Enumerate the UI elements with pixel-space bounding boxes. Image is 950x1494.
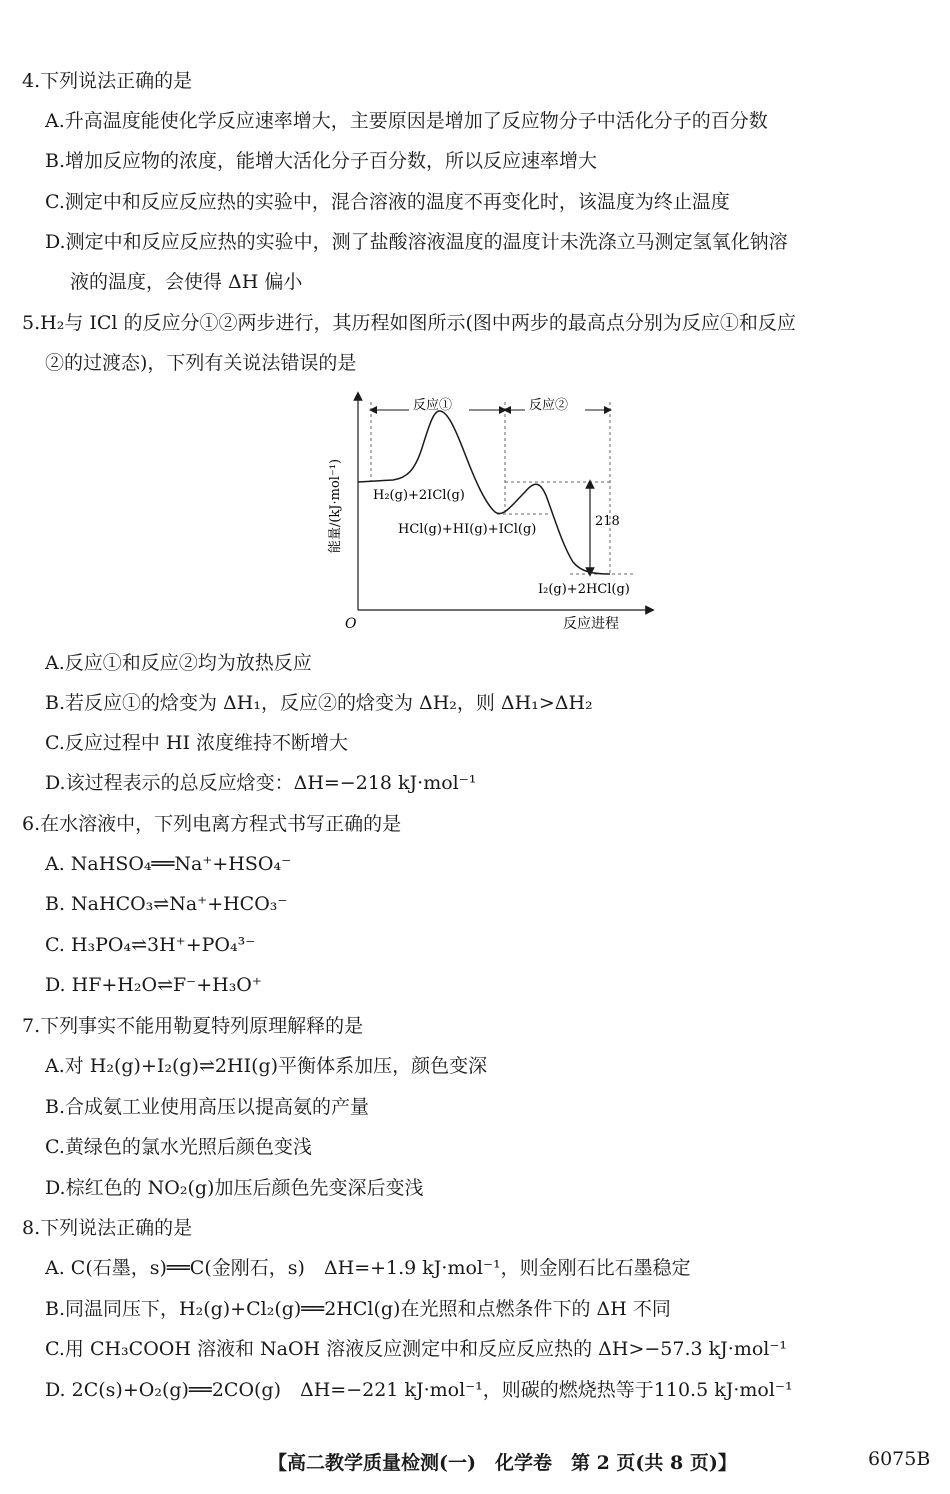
q5-option-a: A.反应①和反应②均为放热反应 <box>45 652 312 674</box>
species-mid: HCl(g)+HI(g)+ICl(g) <box>398 522 537 537</box>
species-start: H₂(g)+2ICl(g) <box>373 488 465 503</box>
q5-option-d: D.该过程表示的总反应焓变：ΔH=−218 kJ·mol⁻¹ <box>45 772 477 794</box>
page-footer <box>0 1448 950 1476</box>
q7-option-c: C.黄绿色的氯水光照后颜色变浅 <box>45 1136 312 1158</box>
footer-code: 6075B <box>868 1448 931 1470</box>
q6-option-a: A. NaHSO₄══Na⁺+HSO₄⁻ <box>45 853 292 875</box>
q8-option-b: B.同温同压下，H₂(g)+Cl₂(g)══2HCl(g)在光照和点燃条件下的 ΔH 不同 <box>45 1298 671 1320</box>
q8-option-c: C.用 CH₃COOH 溶液和 NaOH 溶液反应测定中和反应反应热的 ΔH>−57.3 kJ·mol⁻¹ <box>45 1338 788 1360</box>
q7-stem: 7.下列事实不能用勒夏特列原理解释的是 <box>22 1015 364 1037</box>
q8-stem: 8.下列说法正确的是 <box>22 1217 193 1239</box>
q8-option-d: D. 2C(s)+O₂(g)══2CO(g) ΔH=−221 kJ·mol⁻¹，则碳的燃烧热等于110.5 kJ·mol⁻¹ <box>45 1379 793 1401</box>
step1-label: 反应① <box>413 398 453 413</box>
origin-label: O <box>345 616 357 632</box>
energy-diagram <box>325 388 655 638</box>
q5-option-b: B.若反应①的焓变为 ΔH₁，反应②的焓变为 ΔH₂，则 ΔH₁>ΔH₂ <box>45 692 593 714</box>
species-end: I₂(g)+2HCl(g) <box>538 582 630 597</box>
q5-stem-cont: ②的过渡态)，下列有关说法错误的是 <box>45 352 357 374</box>
q4-option-a: A.升高温度能使化学反应速率增大，主要原因是增加了反应物分子中活化分子的百分数 <box>45 110 768 132</box>
delta-label: 218 <box>595 514 620 529</box>
step2-label: 反应② <box>529 398 569 413</box>
q4-option-d-cont: 液的温度，会使得 ΔH 偏小 <box>70 271 303 293</box>
q8-option-a: A. C(石墨，s)══C(金刚石，s) ΔH=+1.9 kJ·mol⁻¹，则金刚石比石墨稳定 <box>45 1257 691 1279</box>
x-axis-label: 反应进程 <box>563 616 619 632</box>
q6-option-b: B. NaHCO₃⇌Na⁺+HCO₃⁻ <box>45 893 288 915</box>
q7-option-d: D.棕红色的 NO₂(g)加压后颜色先变深后变浅 <box>45 1177 424 1199</box>
q7-option-b: B.合成氨工业使用高压以提高氨的产量 <box>45 1096 370 1118</box>
q5-stem: 5.H₂与 ICl 的反应分①②两步进行，其历程如图所示(图中两步的最高点分别为反应①和反应 <box>22 312 796 334</box>
footer-title: 【高二教学质量检测(一) 化学卷 第 2 页(共 8 页)】 <box>268 1452 737 1474</box>
q4-option-d: D.测定中和反应反应热的实验中，测了盐酸溶液温度的温度计未洗涤立马测定氢氧化钠溶 <box>45 231 788 253</box>
q4-stem: 4.下列说法正确的是 <box>22 70 193 92</box>
q4-option-c: C.测定中和反应反应热的实验中，混合溶液的温度不再变化时，该温度为终止温度 <box>45 191 730 213</box>
q5-option-c: C.反应过程中 HI 浓度维持不断增大 <box>45 732 349 754</box>
q6-option-c: C. H₃PO₄⇌3H⁺+PO₄³⁻ <box>45 934 256 956</box>
q6-stem: 6.在水溶液中，下列电离方程式书写正确的是 <box>22 813 402 835</box>
q6-option-d: D. HF+H₂O⇌F⁻+H₃O⁺ <box>45 974 262 996</box>
y-axis-label: 能量/(kJ·mol⁻¹) <box>328 458 343 554</box>
q4-option-b: B.增加反应物的浓度，能增大活化分子百分数，所以反应速率增大 <box>45 150 598 172</box>
q7-option-a: A.对 H₂(g)+I₂(g)⇌2HI(g)平衡体系加压，颜色变深 <box>45 1055 488 1077</box>
